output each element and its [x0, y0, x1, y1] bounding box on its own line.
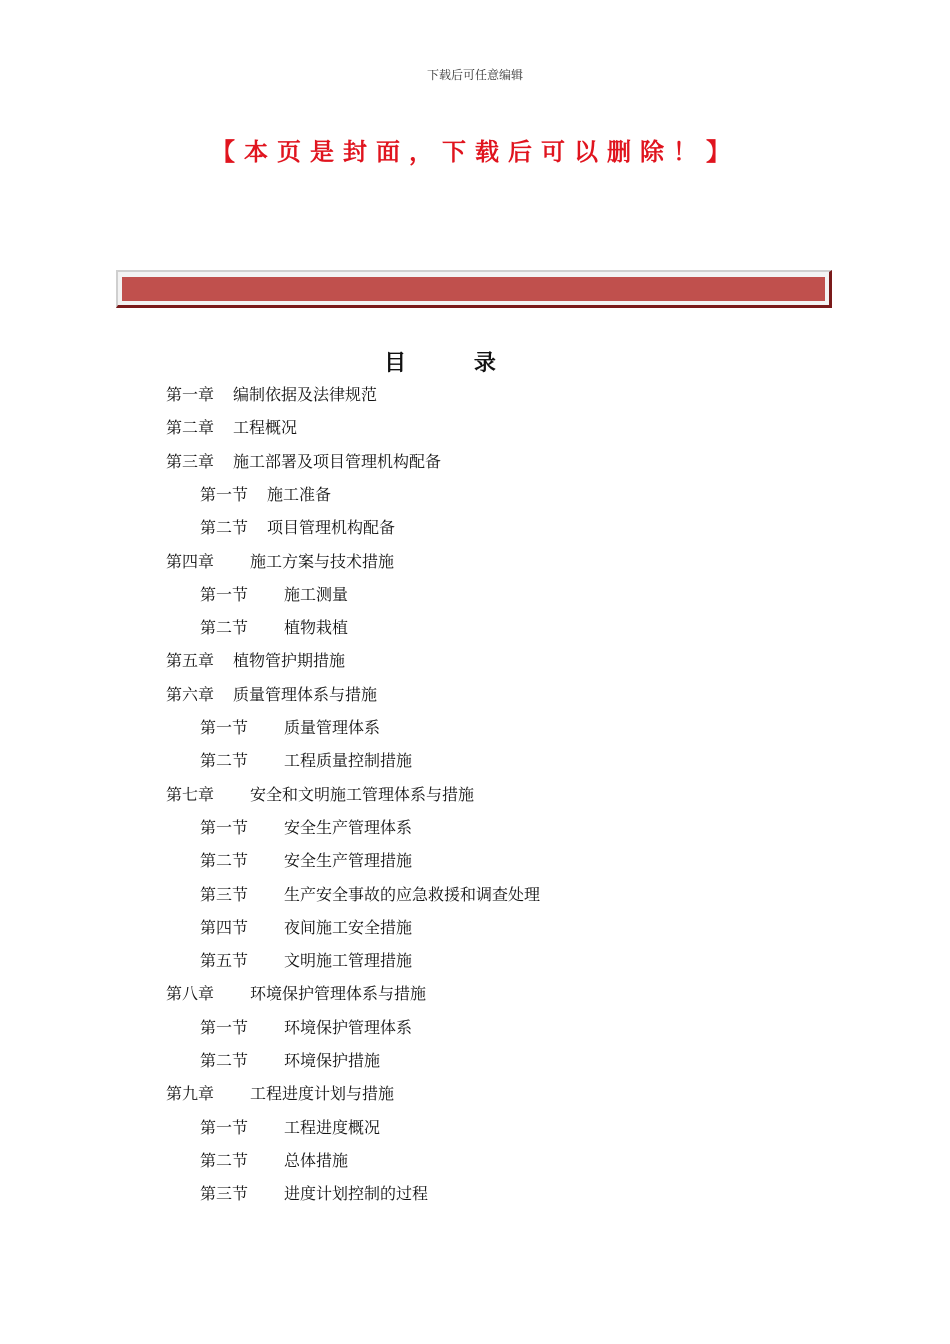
section-title: 环境保护管理体系 [284, 1017, 413, 1037]
chapter-title: 工程概况 [233, 418, 298, 438]
chapter-title: 施工方案与技术措施 [250, 551, 395, 571]
section-number: 第二节 [200, 851, 249, 871]
section-title: 项目管理机构配备 [267, 518, 396, 538]
section-title: 环境保护措施 [284, 1051, 381, 1070]
section-title: 植物栽植 [284, 618, 349, 638]
toc-section-entry [200, 811, 413, 844]
toc-section-entry [200, 1044, 381, 1077]
chapter-number: 第五章 [166, 651, 215, 671]
section-number: 第三节 [200, 884, 249, 904]
chapter-title: 质量管理体系与措施 [233, 684, 378, 704]
toc-section-entry [200, 744, 413, 777]
section-title: 工程质量控制措施 [284, 751, 413, 771]
chapter-title: 编制依据及法律规范 [233, 385, 378, 404]
toc-section-entry [200, 511, 396, 544]
section-number: 第三节 [200, 1184, 249, 1204]
toc-section-entry [200, 1177, 429, 1210]
chapter-title: 施工部署及项目管理机构配备 [233, 451, 442, 471]
chapter-number: 第八章 [166, 984, 215, 1004]
section-title: 文明施工管理措施 [284, 951, 413, 971]
section-number: 第四节 [200, 917, 249, 937]
chapter-title: 工程进度计划与措施 [250, 1084, 395, 1104]
section-number: 第一节 [200, 817, 249, 837]
section-title: 夜间施工安全措施 [284, 917, 413, 937]
chapter-number: 第六章 [166, 684, 215, 704]
section-number: 第一节 [200, 1117, 249, 1137]
toc-chapter-entry [166, 678, 378, 711]
chapter-number: 第九章 [166, 1084, 215, 1104]
toc-section-entry [200, 578, 349, 611]
toc-section-entry [200, 611, 349, 644]
toc-chapter-entry [166, 977, 427, 1010]
toc-chapter-entry [166, 1077, 395, 1110]
toc-section-entry [200, 844, 413, 877]
section-title: 质量管理体系 [284, 718, 381, 737]
section-title: 工程进度概况 [284, 1117, 381, 1137]
section-title: 安全生产管理措施 [284, 851, 413, 871]
chapter-number: 第一章 [166, 385, 215, 404]
cover-removal-notice: 【本页是封面，下载后可以删除！】 [211, 138, 739, 166]
section-number: 第一节 [200, 484, 249, 504]
toc-chapter-entry [166, 411, 298, 444]
toc-section-entry [200, 1011, 413, 1044]
section-number: 第二节 [200, 1150, 249, 1170]
toc-section-entry [200, 944, 413, 977]
chapter-number: 第三章 [166, 451, 215, 471]
chapter-title: 植物管护期措施 [233, 651, 346, 671]
section-title: 生产安全事故的应急救援和调查处理 [284, 884, 541, 904]
toc-section-entry [200, 1111, 381, 1144]
chapter-number: 第二章 [166, 418, 215, 438]
section-number: 第一节 [200, 1017, 249, 1037]
toc-chapter-entry [166, 778, 475, 811]
section-title: 进度计划控制的过程 [284, 1184, 429, 1204]
section-number: 第二节 [200, 518, 249, 538]
section-number: 第五节 [200, 951, 249, 971]
decorative-banner [116, 270, 832, 308]
section-number: 第二节 [200, 751, 249, 771]
section-title: 施工准备 [267, 484, 332, 504]
toc-section-entry [200, 711, 381, 744]
section-number: 第二节 [200, 1051, 249, 1070]
chapter-title: 环境保护管理体系与措施 [250, 984, 427, 1004]
toc-section-entry [200, 1144, 349, 1177]
chapter-number: 第四章 [166, 551, 215, 571]
page-header-note: 下载后可任意编辑 [426, 68, 523, 82]
chapter-title: 安全和文明施工管理体系与措施 [250, 784, 475, 804]
toc-chapter-entry [166, 644, 346, 677]
section-title: 施工测量 [284, 584, 349, 604]
banner-red-bar [122, 277, 825, 301]
chapter-number: 第七章 [166, 784, 215, 804]
toc-chapter-entry [166, 545, 395, 578]
section-number: 第一节 [200, 584, 249, 604]
toc-section-entry [200, 911, 413, 944]
section-title: 安全生产管理体系 [284, 817, 413, 837]
toc-chapter-entry [166, 378, 378, 411]
toc-chapter-entry [166, 445, 442, 478]
toc-title: 目 录 [384, 351, 526, 376]
section-number: 第二节 [200, 618, 249, 638]
toc-section-entry [200, 478, 332, 511]
section-number: 第一节 [200, 718, 249, 737]
section-title: 总体措施 [284, 1150, 349, 1170]
toc-section-entry [200, 878, 541, 911]
